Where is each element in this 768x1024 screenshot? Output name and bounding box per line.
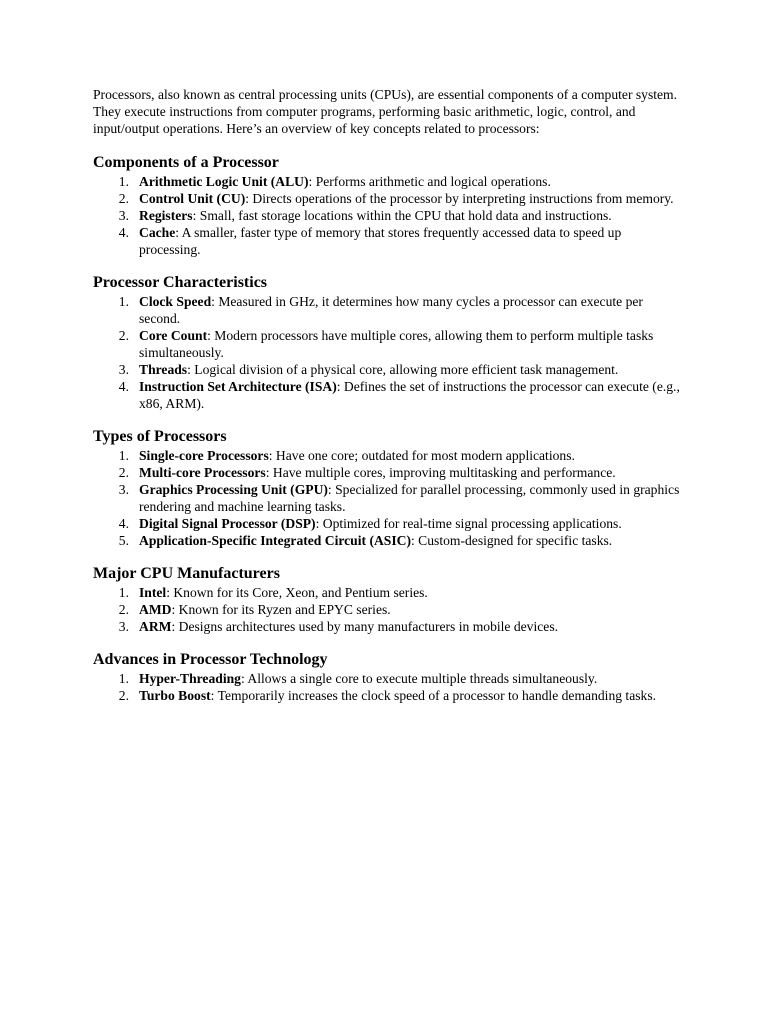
item-term: Hyper-Threading: [139, 671, 241, 686]
list-item: [93, 447, 683, 464]
item-description: : A smaller, faster type of memory that stores frequently accessed data to speed up processing.: [139, 225, 622, 257]
item-description: : Custom-designed for specific tasks.: [410, 533, 613, 548]
item-term: Turbo Boost: [139, 688, 211, 703]
item-description: : Known for its Ryzen and EPYC series.: [171, 602, 391, 617]
item-description: : Allows a single core to execute multiple threads simultaneously.: [240, 671, 598, 686]
list-item: [93, 584, 683, 601]
components-list: [93, 173, 683, 258]
item-term: Graphics Processing Unit (GPU): [139, 482, 328, 497]
list-item: [93, 618, 683, 635]
item-number: 3.: [118, 208, 129, 223]
item-number: 4.: [118, 516, 129, 531]
list-item: [93, 601, 683, 618]
list-item: [93, 532, 683, 549]
item-description: : Known for its Core, Xeon, and Pentium series.: [166, 585, 428, 600]
item-number: 3.: [118, 619, 129, 634]
item-number: 2.: [118, 328, 129, 343]
item-term: AMD: [139, 602, 172, 617]
section-title-advances: Advances in Processor Technology: [93, 651, 328, 668]
item-number: 1.: [118, 671, 129, 686]
list-item: [93, 224, 683, 258]
section-title-types: Types of Processors: [93, 428, 227, 445]
item-number: 2.: [118, 602, 129, 617]
item-term: Clock Speed: [139, 294, 212, 309]
item-term: Intel: [139, 585, 167, 600]
item-number: 3.: [118, 482, 129, 497]
list-item: [93, 293, 683, 327]
list-item: [93, 670, 683, 687]
item-description: : Directs operations of the processor by interpreting instructions from memory.: [245, 191, 674, 206]
list-item: [93, 515, 683, 532]
item-number: 2.: [118, 465, 129, 480]
item-term: Digital Signal Processor (DSP): [139, 516, 316, 531]
advances-list: [93, 670, 683, 704]
intro-paragraph: Processors, also known as central processing units (CPUs), are essential components of a computer system. They execute instructions from computer programs, performing basic arithmetic, logic, control, and input/output operations. Here’s an overview of key concepts related to processors:: [93, 87, 678, 136]
section-title-characteristics: Processor Characteristics: [93, 274, 268, 291]
item-description: : Optimized for real-time signal processing applications.: [315, 516, 622, 531]
section-title-manufacturers: Major CPU Manufacturers: [93, 565, 280, 582]
list-item: [93, 207, 683, 224]
item-description: : Have multiple cores, improving multitasking and performance.: [265, 465, 616, 480]
item-description: : Specialized for parallel processing, commonly used in graphics rendering and machine learning tasks.: [139, 482, 680, 514]
item-term: Arithmetic Logic Unit (ALU): [139, 174, 309, 189]
item-description: : Small, fast storage locations within the CPU that hold data and instructions.: [192, 208, 612, 223]
item-term: Application-Specific Integrated Circuit (ASIC): [139, 533, 411, 548]
characteristics-list: [93, 293, 683, 412]
list-item: [93, 481, 683, 515]
item-description: : Have one core; outdated for most modern applications.: [268, 448, 575, 463]
item-number: 2.: [118, 191, 129, 206]
item-description: : Designs architectures used by many manufacturers in mobile devices.: [171, 619, 559, 634]
item-number: 2.: [118, 688, 129, 703]
item-number: 1.: [118, 294, 129, 309]
list-item: [93, 361, 683, 378]
item-description: : Measured in GHz, it determines how many cycles a processor can execute per second.: [139, 294, 643, 326]
item-term: Single-core Processors: [139, 448, 269, 463]
document-page: [93, 86, 683, 704]
manufacturers-list: [93, 584, 683, 635]
item-number: 1.: [118, 448, 129, 463]
item-number: 4.: [118, 225, 129, 240]
item-description: : Temporarily increases the clock speed of a processor to handle demanding tasks.: [210, 688, 657, 703]
list-item: [93, 173, 683, 190]
list-item: [93, 327, 683, 361]
list-item: [93, 687, 683, 704]
item-term: Threads: [139, 362, 188, 377]
item-description: : Performs arithmetic and logical operations.: [308, 174, 551, 189]
list-item: [93, 378, 683, 412]
section-title-components: Components of a Processor: [93, 154, 279, 171]
item-term: Instruction Set Architecture (ISA): [139, 379, 337, 394]
item-term: Multi-core Processors: [139, 465, 266, 480]
item-term: Core Count: [139, 328, 208, 343]
item-number: 5.: [118, 533, 129, 548]
item-term: Control Unit (CU): [139, 191, 246, 206]
list-item: [93, 464, 683, 481]
item-number: 1.: [118, 174, 129, 189]
item-number: 4.: [118, 379, 129, 394]
item-description: : Defines the set of instructions the processor can execute (e.g., x86, ARM).: [139, 379, 680, 411]
types-list: [93, 447, 683, 549]
item-description: : Logical division of a physical core, allowing more efficient task management.: [187, 362, 619, 377]
item-term: Registers: [139, 208, 193, 223]
item-number: 1.: [118, 585, 129, 600]
item-term: ARM: [139, 619, 172, 634]
list-item: [93, 190, 683, 207]
item-description: : Modern processors have multiple cores, allowing them to perform multiple tasks simultaneously.: [139, 328, 654, 360]
item-number: 3.: [118, 362, 129, 377]
item-term: Cache: [139, 225, 176, 240]
